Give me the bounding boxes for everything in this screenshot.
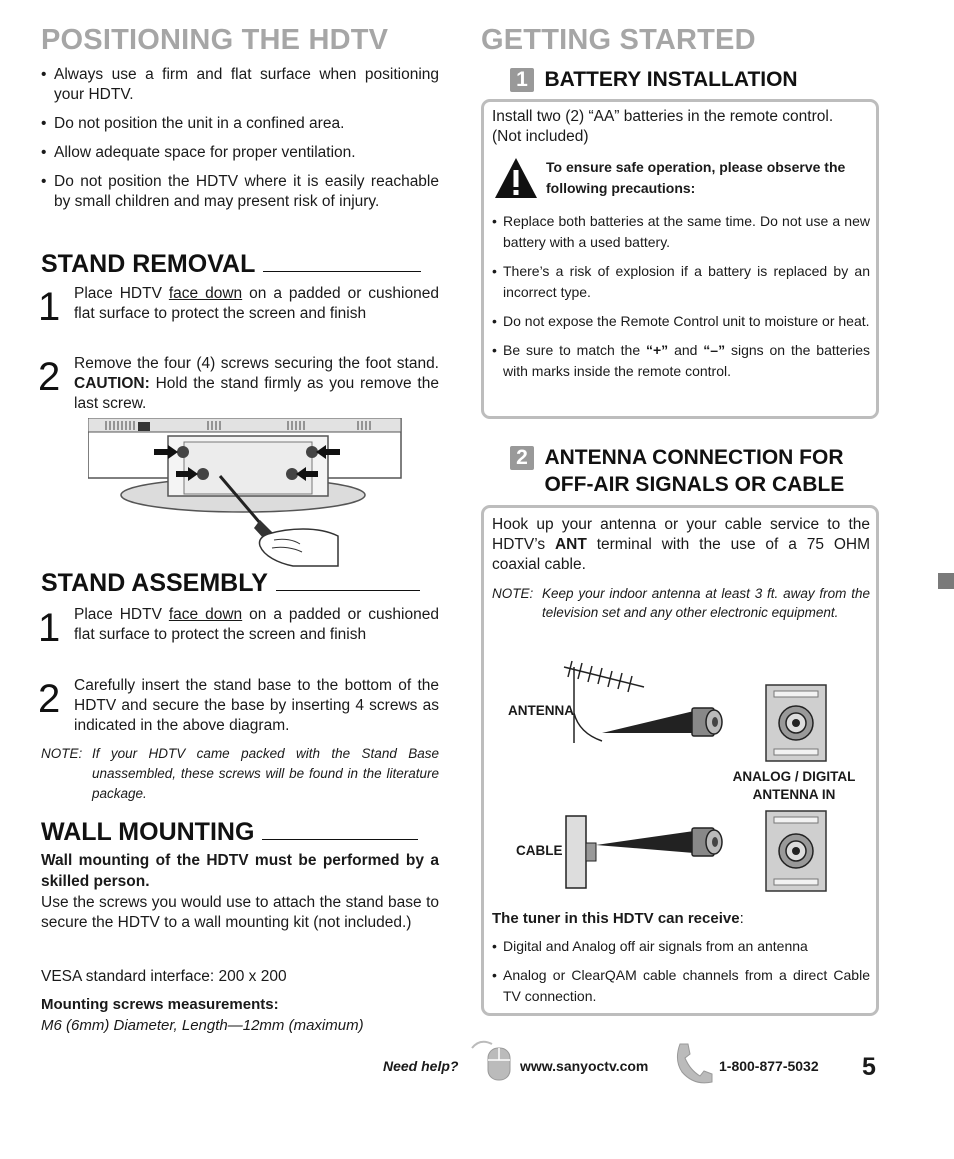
list-item: • Digital and Analog off air signals from an antenna xyxy=(492,936,870,957)
precaution-text: and xyxy=(674,342,698,358)
title-rule xyxy=(262,839,418,840)
note-label: NOTE: xyxy=(41,746,83,761)
screws-spec: M6 (6mm) Diameter, Length—12mm (maximum) xyxy=(41,1017,364,1034)
precaution-text: signs on the batteries with marks inside the remote control. xyxy=(503,342,870,379)
note-text: Keep your indoor antenna at least 3 ft. away from the television set and any other electronic equipment. xyxy=(542,586,870,620)
tuner-heading xyxy=(492,910,744,927)
tuner-label: The tuner in this HDTV can receive xyxy=(492,910,740,927)
antenna-heading xyxy=(510,444,844,498)
step-number: 1 xyxy=(38,606,61,650)
wall-mounting-title-text: WALL MOUNTING xyxy=(41,818,255,846)
note-label: NOTE: xyxy=(492,586,534,601)
need-help-label: Need help? xyxy=(383,1058,459,1074)
antenna-box xyxy=(481,505,879,1016)
plus-sign: “+” xyxy=(646,342,669,358)
antenna-in-label-line2: ANTENNA IN xyxy=(752,787,836,802)
antenna-intro xyxy=(492,515,870,575)
note-text: If your HDTV came packed with the Stand Base unassembled, these screws will be found in the literature package. xyxy=(92,746,439,801)
stand-removal-title-text: STAND REMOVAL xyxy=(41,250,256,278)
stand-assembly-step1 xyxy=(74,605,439,645)
cable-label: CABLE xyxy=(516,843,563,858)
step-text: Remove the four (4) screws securing the foot stand. xyxy=(74,355,439,372)
phone-icon xyxy=(672,1040,714,1086)
stand-assembly-step2: Carefully insert the stand base to the bottom of the HDTV and secure the base by inserting 4 screws as indicated in the above diagram. xyxy=(74,677,439,734)
stand-removal-illustration xyxy=(88,418,403,568)
stand-removal-step1 xyxy=(74,284,439,324)
list-item: • Do not expose the Remote Control unit to moisture or heat. xyxy=(492,311,870,332)
step-number: 2 xyxy=(38,355,61,399)
stand-removal-title xyxy=(41,250,421,279)
step-number: 2 xyxy=(38,677,61,721)
battery-title: BATTERY INSTALLATION xyxy=(544,68,798,91)
getting-started-title: GETTING STARTED xyxy=(481,24,756,56)
antenna-in-label-line1: ANALOG / DIGITAL xyxy=(732,769,856,784)
step-text-underlined: face down xyxy=(168,606,243,623)
intro-text: terminal with the use of a 75 OHM coaxial cable. xyxy=(492,536,870,573)
ant-label: ANT xyxy=(554,536,587,553)
wall-mounting-warning: Wall mounting of the HDTV must be performed by a skilled person. xyxy=(41,852,439,890)
title-rule xyxy=(276,590,420,591)
tuner-colon: : xyxy=(739,910,744,927)
list-item: • There’s a risk of explosion if a battery is replaced by an incorrect type. xyxy=(492,261,870,303)
step-text: Place HDTV xyxy=(74,606,162,623)
title-rule xyxy=(263,271,421,272)
list-item: • Replace both batteries at the same time. Do not use a new battery with a used battery. xyxy=(492,211,870,253)
antenna-title-line1: ANTENNA CONNECTION FOR xyxy=(544,446,844,469)
positioning-list xyxy=(41,65,439,212)
list-item: • Analog or ClearQAM cable channels from a direct Cable TV connection. xyxy=(492,965,870,1007)
warning-text: To ensure safe operation, please observe the following precautions: xyxy=(546,159,846,196)
step-badge: 2 xyxy=(510,446,534,470)
wall-mounting-title xyxy=(41,818,418,847)
list-item: • Do not position the HDTV where it is easily reachable by small children and may present risk of injury. xyxy=(41,172,439,212)
minus-sign: “–” xyxy=(703,342,726,358)
tuner-list xyxy=(492,936,870,1007)
battery-intro: Install two (2) “AA” batteries in the remote control. (Not included) xyxy=(492,108,834,145)
intro-text: Hook up your antenna or your cable service to the HDTV’s xyxy=(492,516,870,553)
page-number: 5 xyxy=(862,1053,876,1081)
screws-label: Mounting screws measurements: xyxy=(41,996,279,1013)
mouse-icon xyxy=(470,1038,514,1084)
battery-heading xyxy=(510,66,798,93)
wall-mounting-body: Use the screws you would use to attach the stand base to secure the HDTV to a wall mounting kit (not included.) xyxy=(41,894,439,931)
step-text: on a padded or cushioned flat surface to protect the screen and finish xyxy=(74,285,439,322)
battery-box xyxy=(481,99,879,419)
stand-assembly-title-text: STAND ASSEMBLY xyxy=(41,569,268,597)
step-text-underlined: face down xyxy=(168,285,243,302)
section-tab-marker xyxy=(938,573,954,589)
precaution-text: Be sure to match the xyxy=(503,342,641,358)
caution-label: CAUTION: xyxy=(74,375,150,392)
list-item: • Always use a firm and flat surface when positioning your HDTV. xyxy=(41,65,439,105)
positioning-title: POSITIONING THE HDTV xyxy=(41,24,389,56)
antenna-label: ANTENNA xyxy=(508,703,574,718)
antenna-title-line2: OFF-AIR SIGNALS OR CABLE xyxy=(544,473,845,496)
step-number: 1 xyxy=(38,285,61,329)
step-badge: 1 xyxy=(510,68,534,92)
warning-icon xyxy=(494,157,538,199)
stand-assembly-title xyxy=(41,569,420,598)
list-item: • Do not position the unit in a confined area. xyxy=(41,114,439,134)
list-item xyxy=(492,340,870,382)
stand-assembly-note xyxy=(41,744,439,804)
antenna-note xyxy=(492,584,870,622)
list-item: • Allow adequate space for proper ventilation. xyxy=(41,143,439,163)
step-text: Hold the stand firmly as you remove the last screw. xyxy=(74,375,439,412)
step-text: Place HDTV xyxy=(74,285,162,302)
stand-removal-step2 xyxy=(74,354,439,414)
antenna-in-label xyxy=(724,768,864,804)
vesa-spec: VESA standard interface: 200 x 200 xyxy=(41,968,287,985)
phone-number[interactable]: 1-800-877-5032 xyxy=(719,1058,819,1074)
battery-precautions xyxy=(492,211,870,382)
website-link[interactable]: www.sanyoctv.com xyxy=(520,1058,649,1074)
step-text: on a padded or cushioned flat surface to protect the screen and finish xyxy=(74,606,439,643)
